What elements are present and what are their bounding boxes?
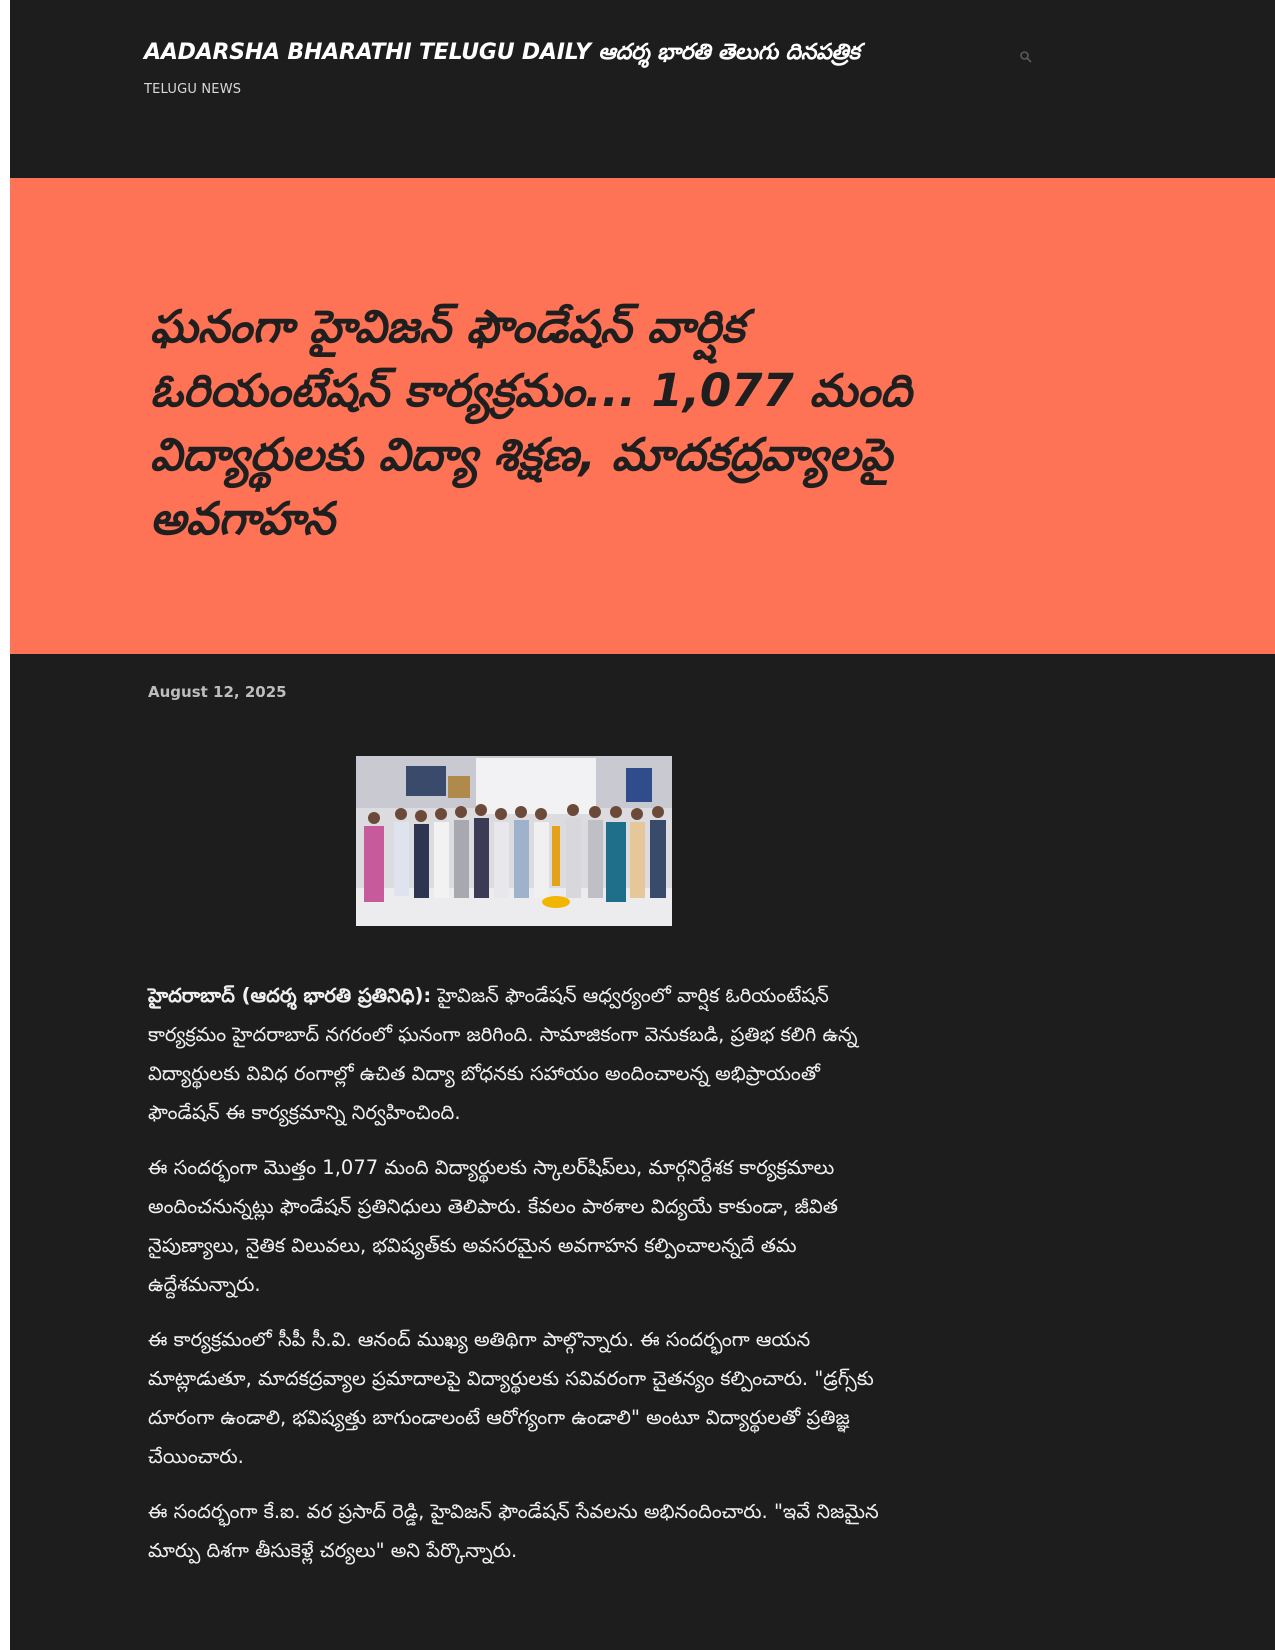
site-header bbox=[10, 0, 1275, 178]
post-paragraph: ఈ సందర్భంగా మొత్తం 1,077 మంది విద్యార్థులకు స్కాలర్‌షిప్‌లు, మార్గనిర్దేశక కార్యక్రమాలు అందించనున్నట్లు ఫౌండేషన్ ప్రతినిధులు తెలిపారు. కేవలం పాఠశాల విద్యయే కాకుండా, జీవిత నైపుణ్యాలు, నైతిక విలువలు, భవిష్యత్‌కు అవసరమైన అవగాహన కల్పించాలన్నదే తమ ఉద్దేశమన్నారు. bbox=[148, 1156, 838, 1296]
site-title-link[interactable]: AADARSHA BHARATHI TELUGU DAILY ఆదర్శ భారతి తెలుగు దినపత్రిక bbox=[144, 40, 860, 65]
site-tagline: TELUGU NEWS bbox=[144, 82, 242, 97]
post-dateline: హైదరాబాద్ (ఆదర్శ భారతి ప్రతినిధి): bbox=[148, 984, 432, 1007]
post-photo[interactable] bbox=[356, 756, 672, 926]
post-paragraph: ఈ సందర్భంగా కే.ఐ. వర ప్రసాద్ రెడ్డి, హైవిజన్ ఫౌండేషన్ సేవలను అభినందించారు. "ఇవే నిజమైన మార్పు దిశగా తీసుకెళ్లే చర్యలు" అని పేర్కొన్నారు. bbox=[148, 1500, 879, 1562]
post-title-banner bbox=[10, 178, 1275, 654]
post-date[interactable]: August 12, 2025 bbox=[148, 683, 287, 701]
post-title: ఘనంగా హైవిజన్ ఫౌండేషన్ వార్షిక ఓరియంటేషన్ కార్యక్రమం... 1,077 మంది విద్యార్థులకు విద్యా శిక్షణ, మాదకద్రవ్యాలపై అవగాహన bbox=[150, 300, 912, 545]
search-icon[interactable] bbox=[1019, 50, 1033, 64]
post-paragraph: హైదరాబాద్ (ఆదర్శ భారతి ప్రతినిధి): హైవిజన్ ఫౌండేషన్ ఆధ్వర్యంలో వార్షిక ఓరియంటేషన్ కార్యక్రమం హైదరాబాద్ నగరంలో ఘనంగా జరిగింది. సామాజికంగా వెనుకబడి, ప్రతిభ కలిగి ఉన్న విద్యార్థులకు వివిధ రంగాల్లో ఉచిత విద్యా బోధనకు సహాయం అందించాలన్న అభిప్రాయంతో ఫౌండేషన్ ఈ కార్యక్రమాన్ని నిర్వహించింది. bbox=[148, 984, 858, 1124]
blog-page bbox=[10, 0, 1275, 1650]
post-body bbox=[148, 976, 893, 1586]
post-paragraph: ఈ కార్యక్రమంలో సీపీ సీ.వి. ఆనంద్ ముఖ్య అతిథిగా పాల్గొన్నారు. ఈ సందర్భంగా ఆయన మాట్లాడుతూ, మాదకద్రవ్యాల ప్రమాదాలపై విద్యార్థులకు సవివరంగా చైతన్యం కల్పించారు. "డ్రగ్స్‌కు దూరంగా ఉండాలి, భవిష్యత్తు బాగుండాలంటే ఆరోగ్యంగా ఉండాలి" అంటూ విద్యార్థులతో ప్రతిజ్ఞ చేయించారు. bbox=[148, 1328, 874, 1468]
